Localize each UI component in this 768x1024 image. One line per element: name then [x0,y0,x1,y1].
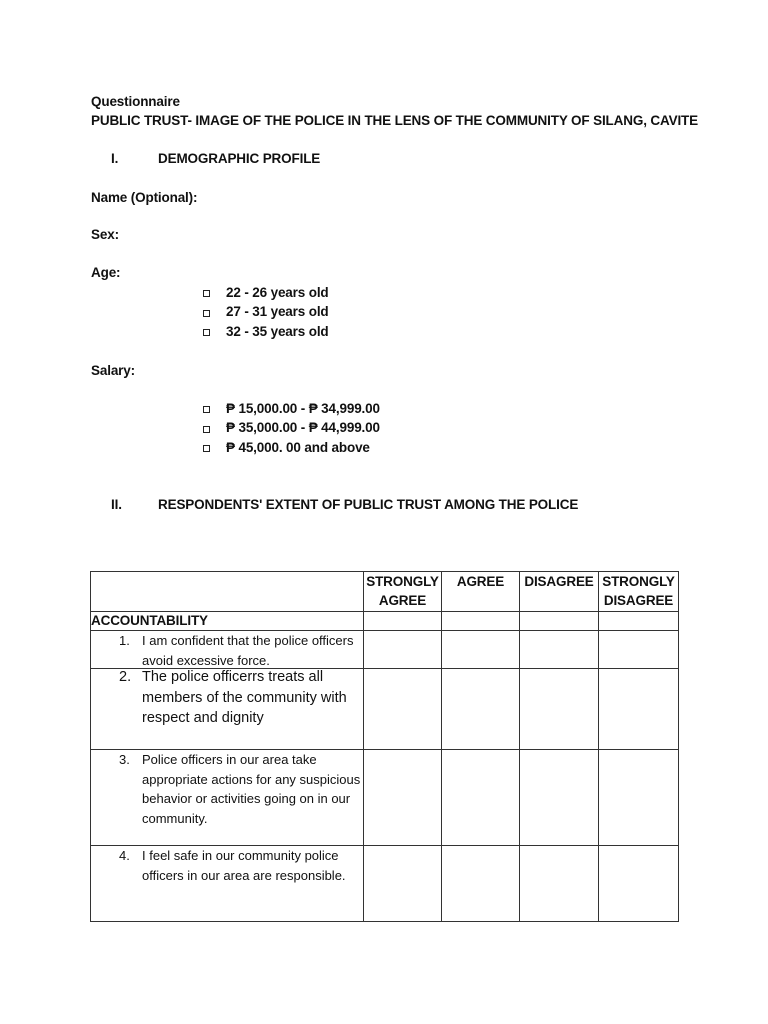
item-text: Police officers in our area take appropriate actions for any suspicious behavior or activities going on in our community. [142,752,361,826]
section-1-numeral: I. [111,151,119,166]
response-cell[interactable] [364,631,442,669]
response-cell[interactable] [520,631,599,669]
category-label: ACCOUNTABILITY [91,612,364,631]
age-option-2-checkbox[interactable] [203,310,210,317]
table-row [91,631,679,669]
response-cell[interactable] [599,631,679,669]
salary-option-3-checkbox[interactable] [203,445,210,452]
table-header-row [91,572,679,612]
item-number: 1. [119,633,130,648]
response-cell[interactable] [442,612,520,631]
response-cell[interactable] [599,669,679,750]
header-strongly-agree-line1: STRONGLY [366,574,439,589]
salary-option-1-checkbox[interactable] [203,406,210,413]
table-row [91,846,679,922]
response-cell[interactable] [442,631,520,669]
category-row [91,612,679,631]
header-strongly-disagree-line2: DISAGREE [603,593,674,608]
age-option-3-checkbox[interactable] [203,329,210,336]
response-cell[interactable] [520,846,599,922]
item-cell [91,750,364,846]
salary-option-3-label: ₱ 45,000. 00 and above [226,440,370,455]
age-field-label: Age: [91,265,121,280]
response-cell[interactable] [442,846,520,922]
response-cell[interactable] [364,669,442,750]
table-row [91,750,679,846]
response-cell[interactable] [520,612,599,631]
document-title: PUBLIC TRUST- IMAGE OF THE POLICE IN THE LENS OF THE COMMUNITY OF SILANG, CAVITE [91,113,699,128]
response-cell[interactable] [442,669,520,750]
item-cell [91,631,364,669]
salary-option-2-label: ₱ 35,000.00 - ₱ 44,999.00 [226,420,380,435]
age-option-1-label: 22 - 26 years old [226,285,329,300]
item-text: The police officerrs treats all members of the community with respect and dignity [142,669,347,726]
header-strongly-agree-line2: AGREE [378,593,427,608]
section-2-title: RESPONDENTS' EXTENT OF PUBLIC TRUST AMONG THE POLICE [158,497,579,512]
header-agree [442,572,520,612]
name-field-label: Name (Optional): [91,190,198,205]
item-cell [91,846,364,922]
item-text: I feel safe in our community police officers in our area are responsible. [142,848,346,883]
response-cell[interactable] [442,750,520,846]
response-cell[interactable] [520,669,599,750]
header-strongly-disagree-line1: STRONGLY [602,574,675,589]
response-cell[interactable] [599,846,679,922]
item-number: 4. [119,848,130,863]
header-strongly-disagree [599,572,679,612]
item-text: I am confident that the police officers avoid excessive force. [142,633,354,668]
response-cell[interactable] [520,750,599,846]
item-cell [91,669,364,750]
sex-field-label: Sex: [91,227,119,242]
age-option-1-checkbox[interactable] [203,290,210,297]
item-number: 2. [119,669,132,685]
header-empty-cell [91,572,364,612]
response-cell[interactable] [364,612,442,631]
age-option-3-label: 32 - 35 years old [226,324,329,339]
header-disagree-label: DISAGREE [524,574,594,589]
salary-option-2-checkbox[interactable] [203,426,210,433]
header-disagree [520,572,599,612]
section-2-numeral: II. [111,497,122,512]
response-cell[interactable] [599,750,679,846]
response-cell[interactable] [364,750,442,846]
salary-field-label: Salary: [91,363,135,378]
salary-option-1-label: ₱ 15,000.00 - ₱ 34,999.00 [226,401,380,416]
item-number: 3. [119,752,130,767]
header-agree-label: AGREE [456,574,505,589]
header-strongly-agree [364,572,442,612]
response-cell[interactable] [599,612,679,631]
trust-survey-table [90,571,679,922]
section-1-title: DEMOGRAPHIC PROFILE [158,151,321,166]
table-row [91,669,679,750]
age-option-2-label: 27 - 31 years old [226,304,329,319]
response-cell[interactable] [364,846,442,922]
document-label: Questionnaire [91,94,180,109]
